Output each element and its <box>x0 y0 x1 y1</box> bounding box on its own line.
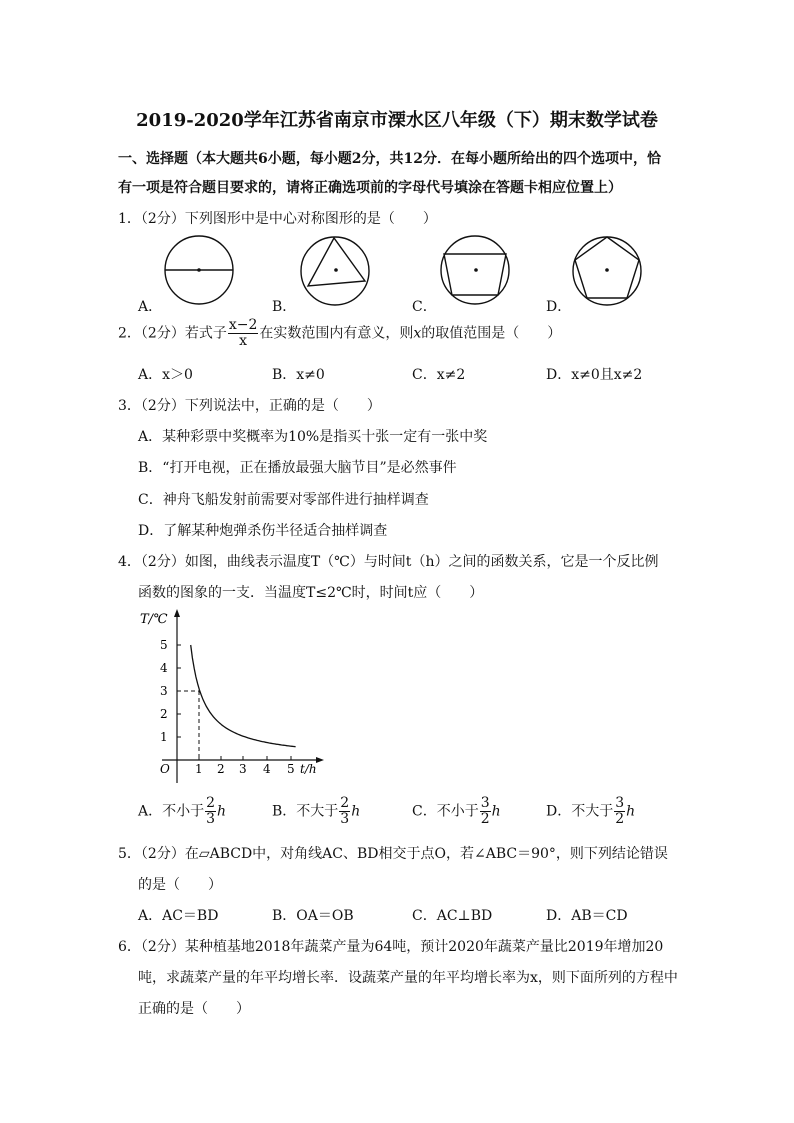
question-6-line1: 6．（2分）某种植基地2018年蔬菜产量为64吨，预计2020年蔬菜产量比2019年增加20 <box>118 939 664 955</box>
q4-a-text: A．不小于 <box>138 803 205 820</box>
question-2 <box>118 318 561 349</box>
x-tick-4: 4 <box>263 762 271 776</box>
origin-label: O <box>160 762 170 776</box>
question-5-line2: 的是（ ） <box>138 877 222 893</box>
q1-figures <box>0 0 794 320</box>
x-tick-2: 2 <box>217 762 225 776</box>
q3-option-c: C．神舟飞船发射前需要对零部件进行抽样调查 <box>138 492 429 508</box>
question-6-line3: 正确的是（ ） <box>138 1001 250 1017</box>
x-tick-3: 3 <box>239 762 247 776</box>
q4-option-d <box>546 796 635 827</box>
q2-option-d: D．x≠0且x≠2 <box>546 367 643 383</box>
question-6-line2: 吨，求蔬菜产量的年平均增长率．设蔬菜产量的年平均增长率为x，则下面所列的方程中 <box>138 970 678 986</box>
y-tick-3: 3 <box>160 684 168 698</box>
q5-option-d: D．AB＝CD <box>546 908 628 924</box>
y-tick-1: 1 <box>160 730 168 744</box>
q2-frac-num: x−2 <box>228 317 258 333</box>
q5-option-a: A．AC＝BD <box>138 908 219 924</box>
q2-option-c: C．x≠2 <box>412 367 466 383</box>
q2-var: x <box>413 325 422 342</box>
figure-d-circle-pentagon <box>573 237 641 305</box>
inverse-curve <box>191 645 296 747</box>
q2-fraction <box>228 318 259 349</box>
q4-option-a <box>138 796 226 827</box>
y-axis-label: T/℃ <box>140 612 168 627</box>
q1-option-a: A． <box>138 299 163 315</box>
q4-a-unit: h <box>217 803 227 820</box>
q4-option-c <box>412 796 501 827</box>
q2-post-b: 的取值范围是（ ） <box>421 325 562 342</box>
q2-frac-den: x <box>239 333 248 349</box>
q4-b-text: B．不大于 <box>272 803 339 820</box>
q1-option-d: D． <box>546 299 572 315</box>
q4-b-unit: h <box>351 803 361 820</box>
q4-b-den: 3 <box>340 811 350 827</box>
q3-option-b: B．“打开电视，正在播放最强大脑节目”是必然事件 <box>138 460 457 476</box>
question-4-line1: 4．（2分）如图，曲线表示温度T（℃）与时间t（h）之间的函数关系，它是一个反比例 <box>118 554 659 570</box>
q1-option-b: B． <box>272 299 297 315</box>
q5-option-b: B．OA＝OB <box>272 908 354 924</box>
q3-option-d: D．了解某种炮弹杀伤半径适合抽样调查 <box>138 523 388 539</box>
q4-b-num: 2 <box>340 795 350 811</box>
q4-d-text: D．不大于 <box>546 803 614 820</box>
x-axis-label: t/h <box>300 762 317 776</box>
section-heading-line1: 一、选择题（本大题共6小题，每小题2分，共12分．在每小题所给出的四个选项中，恰 <box>118 151 661 167</box>
q4-c-num: 3 <box>480 795 490 811</box>
q2-option-b: B．x≠0 <box>272 367 325 383</box>
section-heading-line2: 有一项是符合题目要求的，请将正确选项前的字母代号填涂在答题卡相应位置上） <box>118 180 622 196</box>
q4-d-num: 3 <box>615 795 625 811</box>
q4-option-b <box>272 796 360 827</box>
q4-a-num: 2 <box>206 795 216 811</box>
q4-c-text: C．不小于 <box>412 803 479 820</box>
q1-option-c: C． <box>412 299 437 315</box>
x-tick-1: 1 <box>195 762 203 776</box>
question-1: 1．（2分）下列图形中是中心对称图形的是（ ） <box>118 211 437 227</box>
figure-a-circle-diameter <box>165 236 233 304</box>
y-tick-2: 2 <box>160 707 168 721</box>
page-title: 2019-2020学年江苏省南京市溧水区八年级（下）期末数学试卷 <box>136 110 658 131</box>
figure-c-circle-trapezoid <box>441 236 509 304</box>
q4-c-unit: h <box>491 803 501 820</box>
q2-post-a: 在实数范围内有意义，则 <box>259 325 414 342</box>
question-5-line1: 5．（2分）在▱ABCD中，对角线AC、BD相交于点O，若∠ABC＝90°，则下列结论错误 <box>118 846 668 862</box>
question-3: 3．（2分）下列说法中，正确的是（ ） <box>118 398 381 414</box>
figure-b-circle-triangle <box>301 237 369 305</box>
q4-graph <box>130 605 330 795</box>
q4-d-unit: h <box>626 803 636 820</box>
q3-option-a: A．某种彩票中奖概率为10%是指买十张一定有一张中奖 <box>138 429 488 445</box>
y-tick-4: 4 <box>160 661 168 675</box>
q4-a-den: 3 <box>206 811 216 827</box>
q5-option-c: C．AC⊥BD <box>412 908 493 924</box>
q2-option-a: A．x＞0 <box>138 367 193 383</box>
q4-d-den: 2 <box>615 811 625 827</box>
question-4-line2: 函数的图象的一支．当温度T≤2℃时，时间t应（ ） <box>138 585 484 601</box>
x-tick-5: 5 <box>287 762 295 776</box>
y-tick-5: 5 <box>160 638 168 652</box>
y-axis-arrow <box>174 609 180 617</box>
x-axis-arrow <box>316 757 324 763</box>
q2-pre: 2．（2分）若式子 <box>118 325 227 342</box>
q4-c-den: 2 <box>480 811 490 827</box>
